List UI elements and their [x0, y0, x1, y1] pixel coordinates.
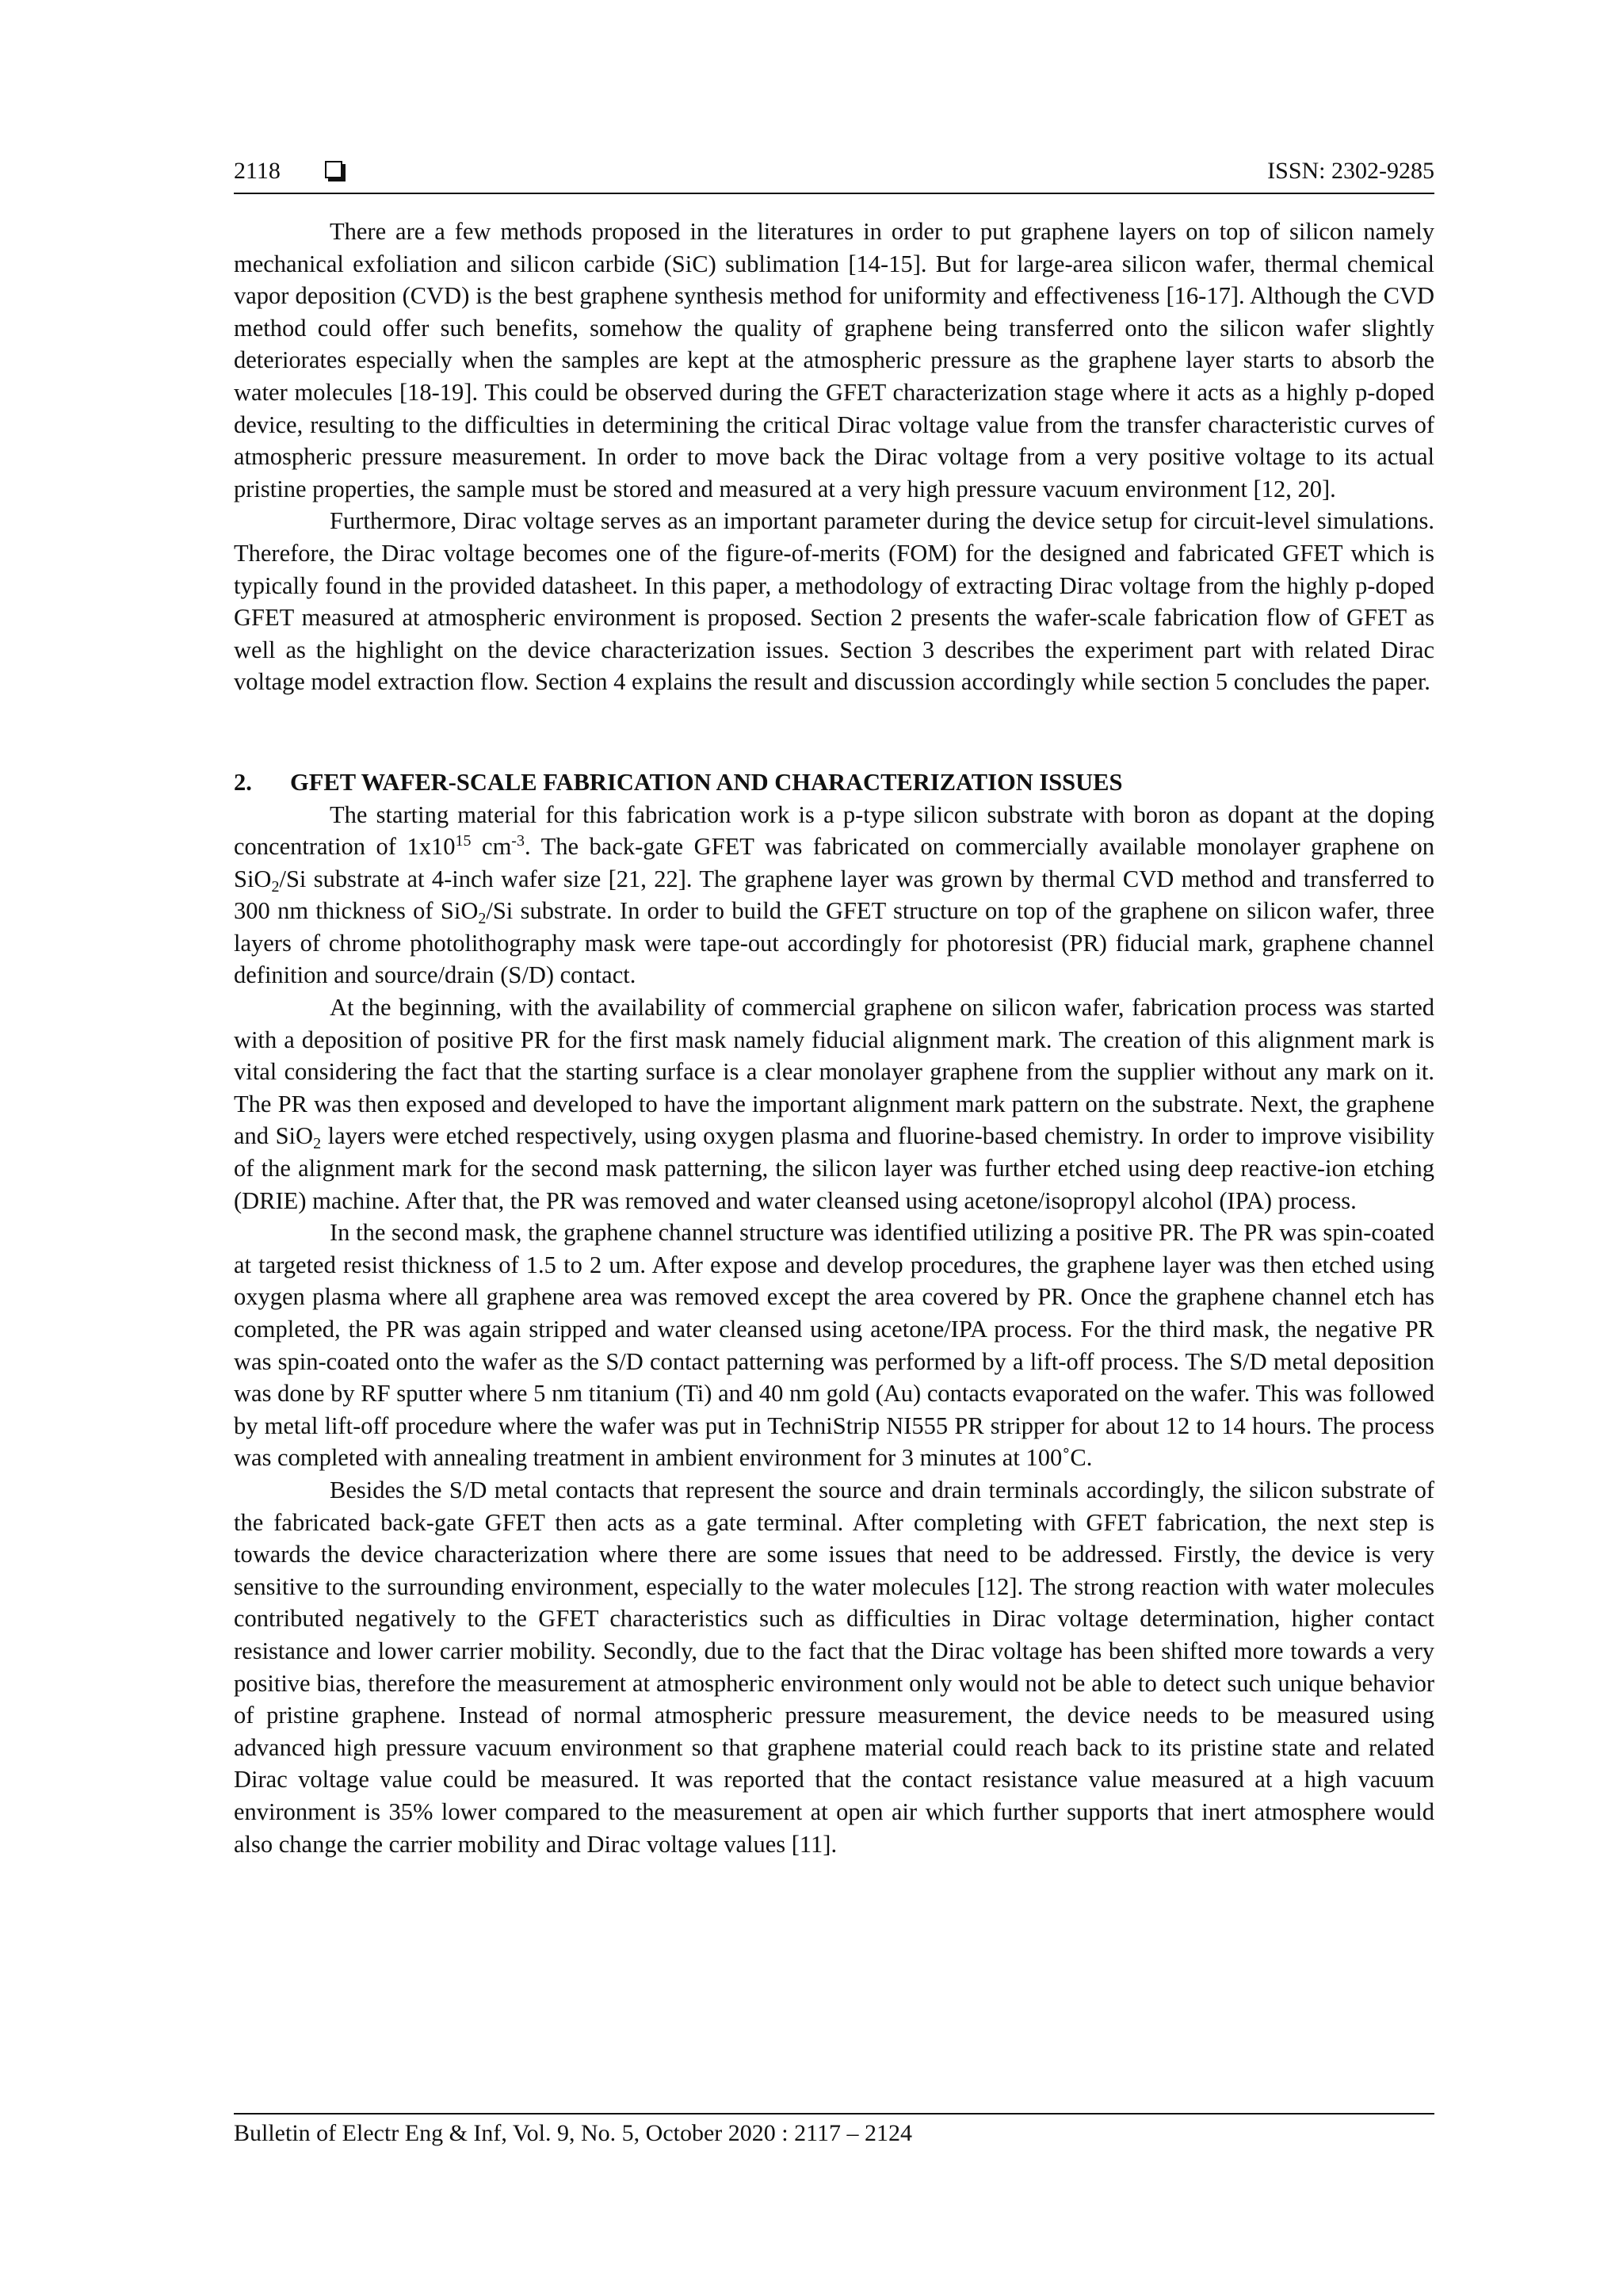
- section-title: GFET WAFER-SCALE FABRICATION AND CHARACTERIZATION ISSUES: [290, 768, 1123, 796]
- square-bullet-icon: [325, 161, 342, 178]
- paragraph-intro-1: There are a few methods proposed in the literatures in order to put graphene layers on top of silicon namely mechanical exfoliation and silicon carbide (SiC) sublimation [14-15]. But for large-area silicon wafer, thermal chemical vapor deposition (CVD) is the best graphene synthesis method for uniformity and effectiveness [16-17]. Although the CVD method could offer such benefits, somehow the quality of graphene being transferred onto the silicon wafer slightly deteriorates especially when the samples are kept at the atmospheric pressure as the graphene layer starts to absorb the water molecules [18-19]. This could be observed during the GFET characterization stage where it acts as a highly p-doped device, resulting to the difficulties in determining the critical Dirac voltage value from the transfer characteristic curves of atmospheric pressure measurement. In order to move back the Dirac voltage from a very positive voltage to its actual pristine properties, the sample must be stored and measured at a very high pressure vacuum environment [12, 20].: [234, 218, 1434, 502]
- paragraph-intro-2: Furthermore, Dirac voltage serves as an important parameter during the device setup for circuit-level simulations. Therefore, the Dirac voltage becomes one of the figure-of-merits (FOM) for the designed and fabricated GFET which is typically found in the provided datasheet. In this paper, a methodology of extracting Dirac voltage from the highly p-doped GFET measured at atmospheric environment is proposed. Section 2 presents the wafer-scale fabrication flow of GFET as well as the highlight on the device characterization issues. Section 3 describes the experiment part with related Dirac voltage model extraction flow. Section 4 explains the result and discussion accordingly while section 5 concludes the paper.: [234, 507, 1434, 696]
- text-run: /Si substrate at 4-inch wafer size [21, 22]. The graphene layer was grown by thermal CVD method and transferred to 300 nm thickness of SiO: [234, 865, 1434, 925]
- issn: ISSN: 2302-9285: [1267, 158, 1434, 184]
- paragraph-section2-4: Besides the S/D metal contacts that represent the source and drain terminals accordingly, the silicon substrate of the fabricated back-gate GFET then acts as a gate terminal. After completing with GFET fabrication, the next step is towards the device characterization where there are some issues that need to be addressed. Firstly, the device is very sensitive to the surrounding environment, especially to the water molecules [12]. The strong reaction with water molecules contributed negatively to the GFET characteristics such as difficulties in Dirac voltage determination, higher contact resistance and lower carrier mobility. Secondly, due to the fact that the Dirac voltage has been shifted more towards a very positive bias, therefore the measurement at atmospheric environment only would not be able to detect such unique behavior of pristine graphene. Instead of normal atmospheric pressure measurement, the device needs to be measured using advanced high pressure vacuum environment so that graphene material could reach back to its pristine state and related Dirac voltage value could be measured. It was reported that the contact resistance value measured at a high vacuum environment is 35% lower compared to the measurement at open air which further supports that inert atmosphere would also change the carrier mobility and Dirac voltage values [11].: [234, 1476, 1434, 1858]
- subscript: 2: [271, 877, 280, 896]
- section-heading: [234, 766, 1434, 799]
- running-footer: Bulletin of Electr Eng & Inf, Vol. 9, No. 5, October 2020 : 2117 – 2124: [234, 2120, 913, 2146]
- running-header: [234, 155, 1434, 192]
- footer-rule: [234, 2113, 1434, 2115]
- superscript: -3: [511, 832, 525, 850]
- article-body: [234, 216, 1434, 1860]
- text-run: layers were etched respectively, using oxygen plasma and fluorine-based chemistry. In order to improve visibility of the alignment mark for the second mask patterning, the silicon layer was further etched using deep reactive-ion etching (DRIE) machine. After that, the PR was removed and water cleansed using acetone/isopropyl alcohol (IPA) process.: [234, 1122, 1435, 1214]
- header-rule: [234, 193, 1434, 194]
- subscript: 2: [478, 910, 487, 928]
- paragraph-section2-1: [234, 799, 1434, 992]
- text-run: . The back-gate GFET was fabricated on commercially available monolayer graphene on SiO: [234, 833, 1434, 892]
- text-run: /Si substrate. In order to build the GFET structure on top of the graphene on silicon wafer, three layers of chrome photolithography mask were tape-out accordingly for photoresist (PR) fiducial mark, graphene channel definition and source/drain (S/D) contact.: [234, 897, 1434, 989]
- page-number: 2118: [234, 158, 281, 184]
- paragraph-section2-2: [234, 991, 1434, 1217]
- text-run: The starting material for this fabrication work is a p-type silicon substrate with boron as dopant at the doping concentration of 1x10: [234, 800, 1434, 861]
- paragraph-section2-3: In the second mask, the graphene channel structure was identified utilizing a positive PR. The PR was spin-coated at targeted resist thickness of 1.5 to 2 um. After expose and develop procedures, the graphene layer was then etched using oxygen plasma where all graphene area was removed except the area covered by PR. Once the graphene channel etch has completed, the PR was again stripped and water cleansed using acetone/IPA process. For the third mask, the negative PR was spin-coated onto the wafer as the S/D contact patterning was performed by a lift-off process. The S/D metal deposition was done by RF sputter where 5 nm titanium (Ti) and 40 nm gold (Au) contacts evaporated on the wafer. This was followed by metal lift-off procedure where the wafer was put in TechniStrip NI555 PR stripper for about 12 to 14 hours. The process was completed with annealing treatment in ambient environment for 3 minutes at 100˚C.: [234, 1219, 1434, 1472]
- subscript: 2: [313, 1135, 322, 1153]
- section-number: 2.: [234, 768, 252, 796]
- text-run: cm: [471, 833, 512, 861]
- text-run: At the beginning, with the availability of commercial graphene on silicon wafer, fabrication process was started with a deposition of positive PR for the first mask namely fiducial alignment mark. The creation of this alignment mark is vital considering the fact that the starting surface is a clear monolayer graphene from the supplier without any mark on it. The PR was then exposed and developed to have the important alignment mark pattern on the substrate. Next, the graphene and SiO: [234, 994, 1434, 1150]
- superscript: 15: [455, 832, 472, 850]
